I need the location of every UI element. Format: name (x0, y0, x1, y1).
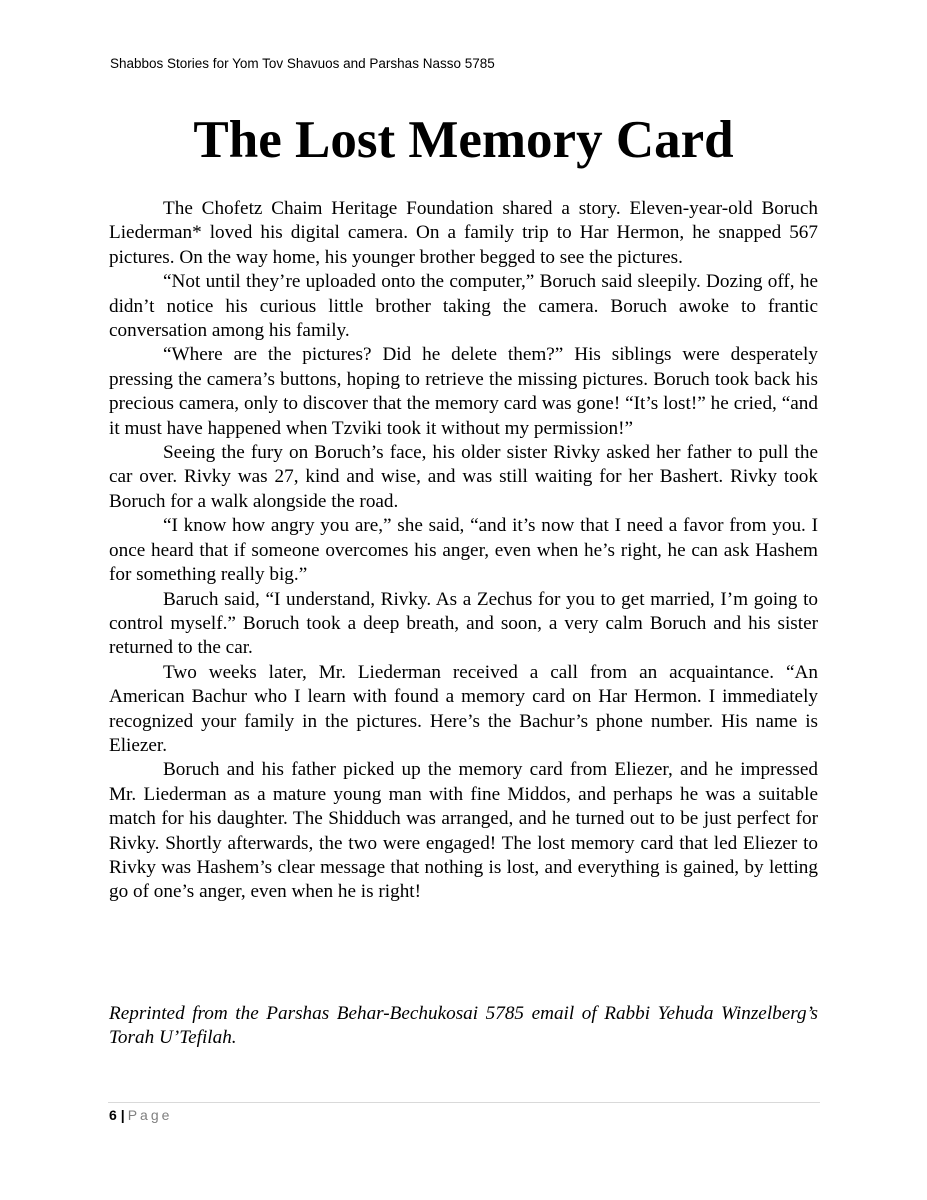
paragraph: The Chofetz Chaim Heritage Foundation shared a story. Eleven-year-old Boruch Liederman* loved his digital camera. On a family trip to Har Hermon, he snapped 567 pictures. On the way home, his younger brother begged to see the pictures. (109, 198, 818, 268)
footer-divider (108, 1102, 820, 1103)
footer-separator: | (120, 1107, 125, 1123)
paragraph: Baruch said, “I understand, Rivky. As a Zechus for you to get married, I’m going to control myself.” Boruch took a deep breath, and soon, a very calm Boruch and his sister returned to the car. (109, 588, 818, 659)
paragraph: “Not until they’re uploaded onto the computer,” Boruch said sleepily. Dozing off, he didn’t notice his curious little brother taking the camera. Boruch awoke to frantic conversation among his family. (109, 271, 818, 342)
running-header: Shabbos Stories for Yom Tov Shavuos and Parshas Nasso 5785 (110, 56, 495, 71)
paragraph: Two weeks later, Mr. Liederman received a call from an acquaintance. “An American Bachur who I learn with found a memory card on Har Hermon. I immediately recognized your family in the pictures. Here’s the Bachur’s phone number. His name is Eliezer. (109, 661, 818, 756)
page-footer (109, 1106, 172, 1124)
paragraph: “Where are the pictures? Did he delete them?” His siblings were desperately pressing the camera’s buttons, hoping to retrieve the missing pictures. Boruch took back his precious camera, only to discover that the memory card was gone! “It’s lost!” he cried, “and it must have happened when Tzviki took it without my permission!” (109, 344, 818, 439)
paragraph: Seeing the fury on Boruch’s face, his older sister Rivky asked her father to pull the car over. Rivky was 27, kind and wise, and was still waiting for her Bashert. Rivky took Boruch for a walk alongside the road. (109, 442, 818, 512)
paragraph: Boruch and his father picked up the memory card from Eliezer, and he impressed Mr. Liederman as a mature young man with fine Middos, and perhaps he was a suitable match for his daughter. The Shidduch was arranged, and he turned out to be just perfect for Rivky. Shortly afterwards, the two were engaged! The lost memory card that led Eliezer to Rivky was Hashem’s clear message that nothing is lost, and everything is gained, by letting go of one’s anger, even when he is right! (109, 759, 818, 903)
page-number: 6 (109, 1107, 117, 1123)
page-label: Page (127, 1107, 173, 1123)
article-title: The Lost Memory Card (193, 111, 734, 169)
reprint-credit: Reprinted from the Parshas Behar-Bechukosai 5785 email of Rabbi Yehuda Winzelberg’s Torah U’Tefilah. (109, 1003, 818, 1049)
paragraph: “I know how angry you are,” she said, “and it’s now that I need a favor from you. I once heard that if someone overcomes his anger, even when he’s right, he can ask Hashem for something really big.” (109, 515, 818, 586)
article-body (109, 197, 818, 905)
